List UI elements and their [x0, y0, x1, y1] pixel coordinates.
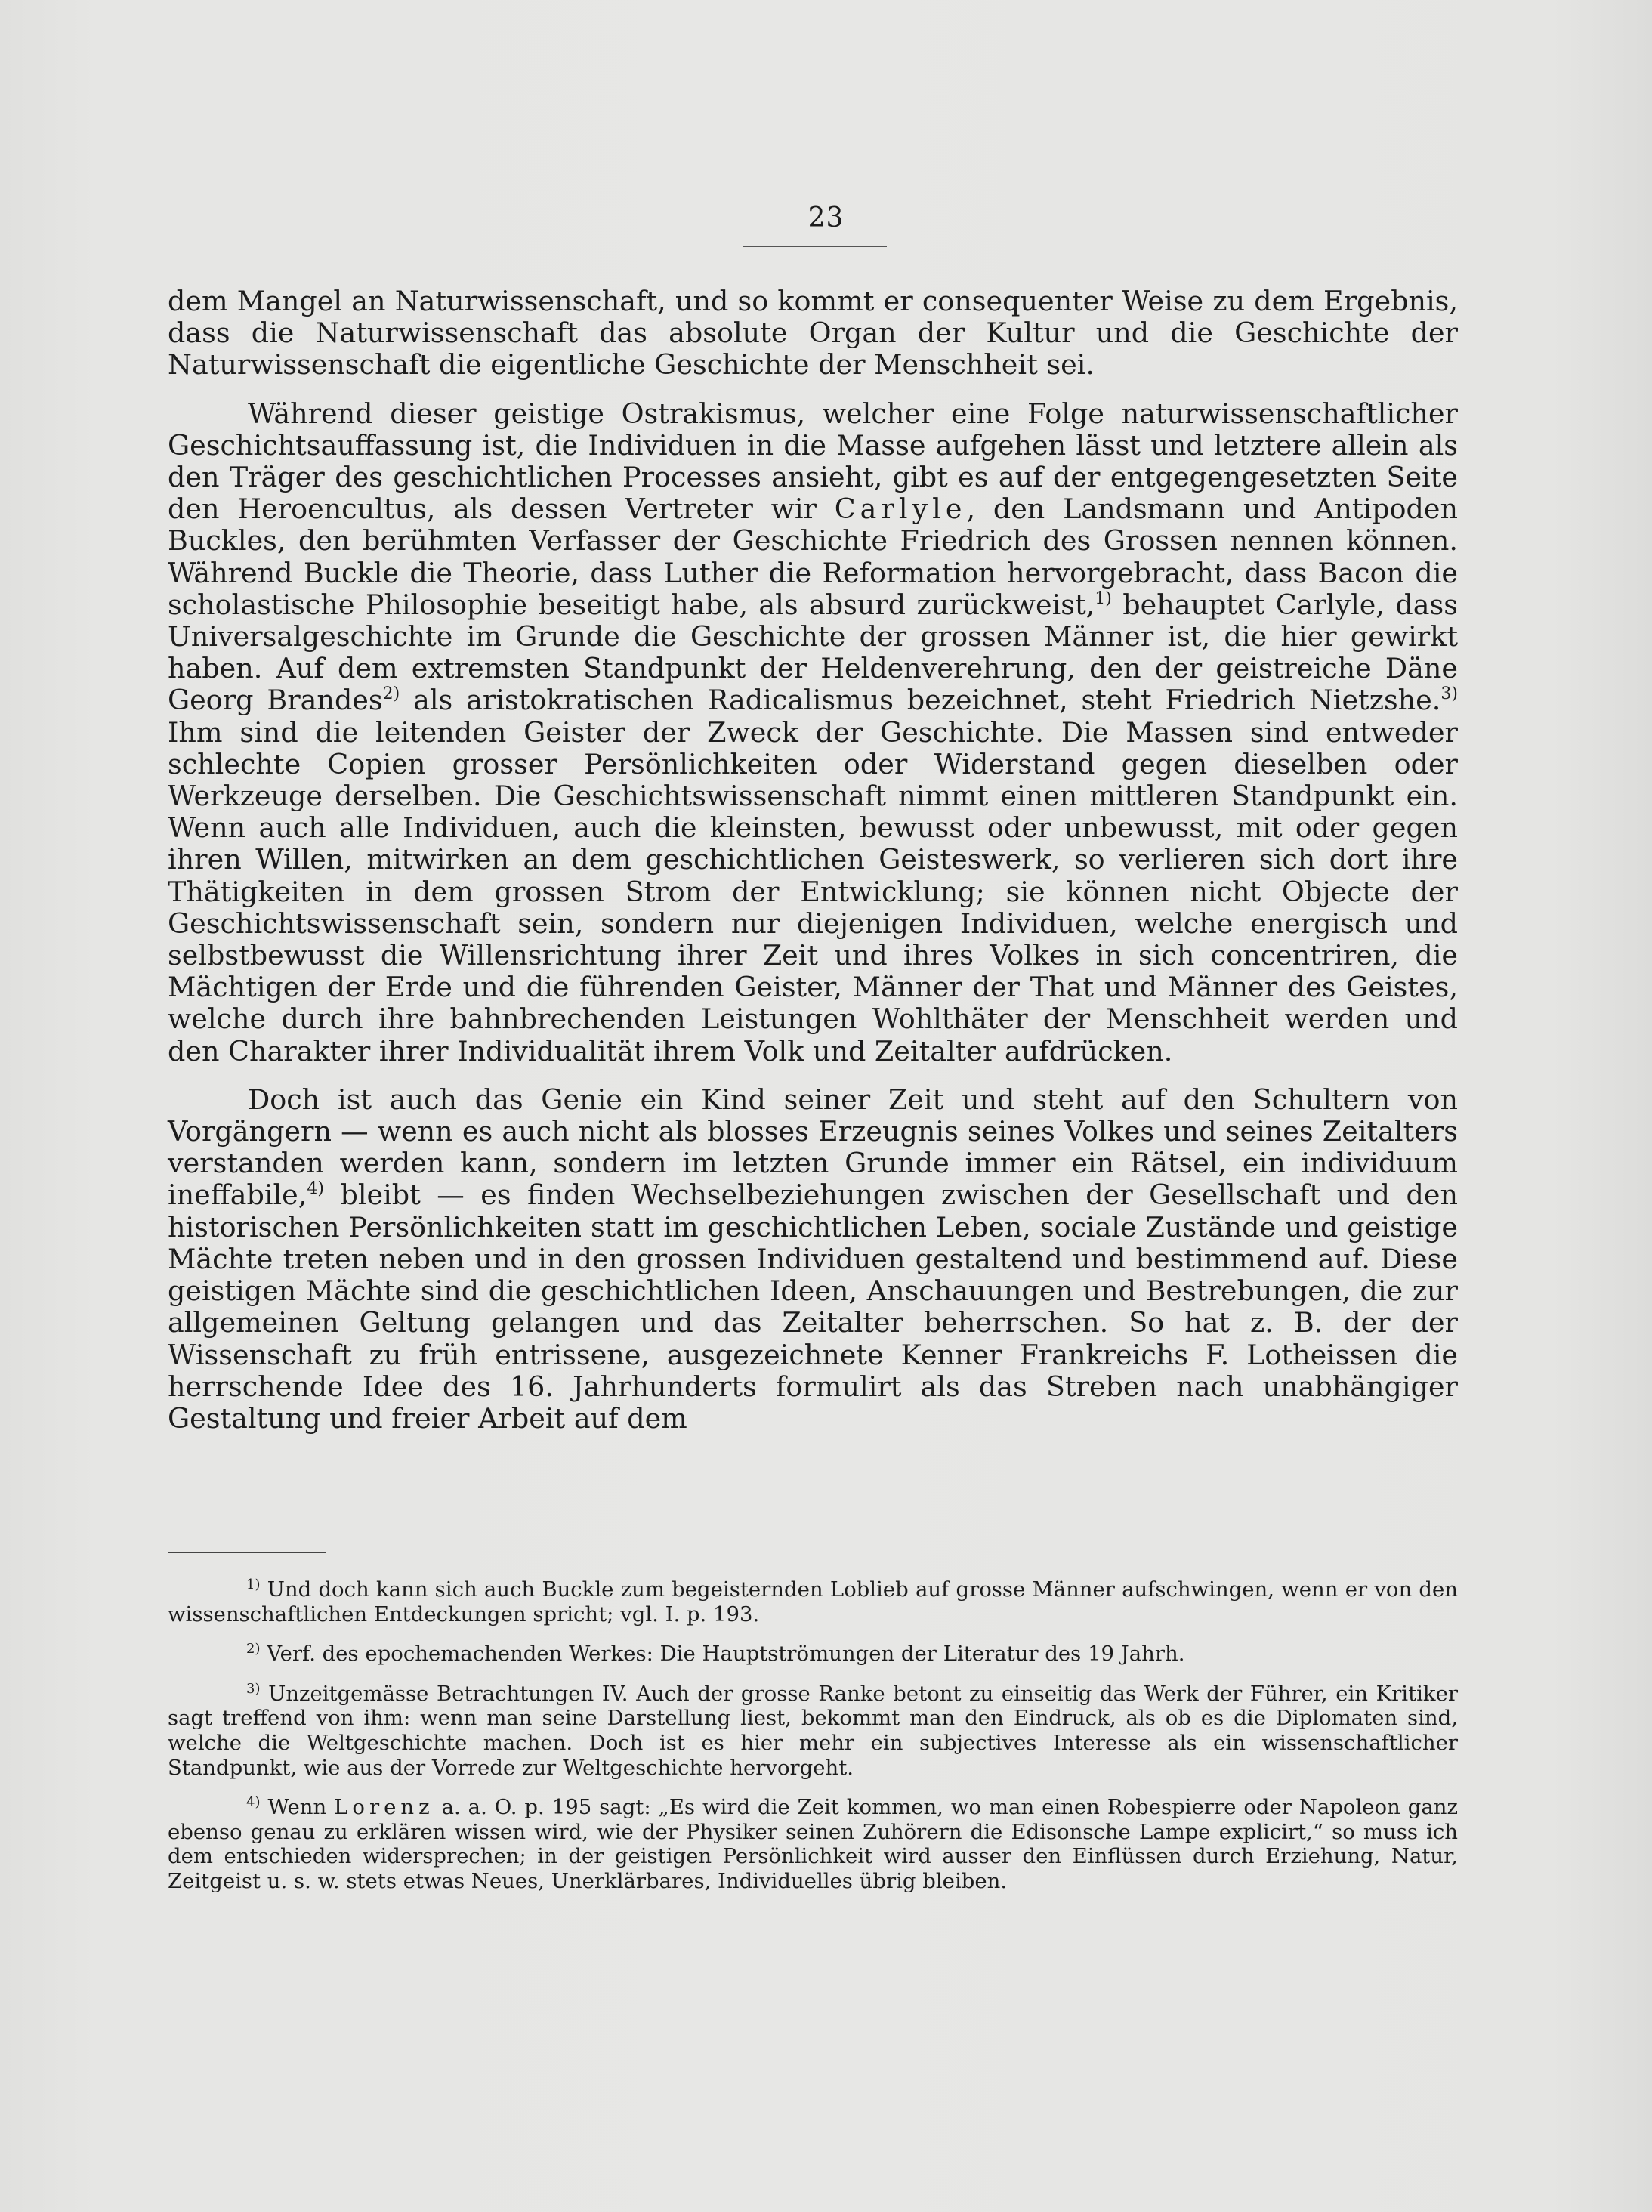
footnote-separator [168, 1552, 326, 1553]
footnotes [168, 1577, 1458, 1909]
footnote-4-text: a. a. O. p. 195 sagt: „Es wird die Zeit kommen, wo man einen Robespierre oder Napoleon ganz ebenso genau zu erklären wissen wird, wie der Physiker seinen Zuhörern die Edisonsche Lampe explicirt,“ so muss ich dem entschieden widersprechen; in der geistigen Persönlichkeit wird ausser den Einflüssen durch Erziehung, Natur, Zeitgeist u. s. w. stets etwas Neues, Unerklärbares, Individuelles übrig bleiben. [168, 1795, 1458, 1893]
footnote-1-mark: 1) [246, 1577, 261, 1593]
footnote-4 [168, 1795, 1458, 1893]
paragraph-3-part-b: bleibt — es finden Wechselbeziehungen zwischen der Gesellschaft und den historischen Persönlichkeiten statt im geschichtlichen Leben, sociale Zustände und geistige Mächte treten neben und in den grossen Individuen gestaltend und bestimmend auf. Diese geistigen Mächte sind die geschichtlichen Ideen, Anschauungen und Bestrebungen, die zur allgemeinen Geltung gelangen und das Zeitalter beherrschen. So hat z. B. der der Wissenschaft zu früh entrissene, ausgezeichnete Kenner Frankreichs F. Lotheissen die herrschende Idee des 16. Jahrhunderts formulirt als das Streben nach unabhängiger Gestaltung und freier Arbeit auf dem [168, 1179, 1458, 1435]
emphasis-lorenz: Lorenz [334, 1795, 434, 1820]
footnote-3-text: Unzeitgemässe Betrachtungen IV. Auch der grosse Ranke betont zu einseitig das Werk der Führer, ein Kritiker sagt treffend von ihm: wenn man seine Darstellung liest, bekommt man den Eindruck, als ob es die Diplomaten sind, welche die Weltgeschichte machen. Doch ist es hier mehr ein subjectives Interesse als ein wissenschaftlicher Standpunkt, wie aus der Vorrede zur Weltgeschichte hervorgeht. [168, 1681, 1459, 1780]
paragraph-2-part-d: als aristokratischen Radicalismus bezeichnet, steht Friedrich Nietzshe. [413, 684, 1441, 717]
emphasis-carlyle: Carlyle [834, 493, 967, 526]
footnote-4-pre: Wenn [267, 1795, 327, 1820]
footnote-3 [168, 1682, 1458, 1780]
footnote-3-mark: 3) [246, 1680, 261, 1697]
footnote-ref-3: 3) [1440, 684, 1458, 704]
paragraph-3-part-a: Doch ist auch das Genie ein Kind seiner Zeit und steht auf den Schultern von Vorgängern — wenn es auch nicht als blosses Erzeugnis seines Volkes und seines Zeitalters verstanden werden kann, sondern im letzten Grunde immer ein Rätsel, ein individuum ineffabile, [168, 1083, 1458, 1212]
footnote-4-mark: 4) [246, 1794, 261, 1811]
footnote-1-text: Und doch kann sich auch Buckle zum begeisternden Loblieb auf grosse Männer aufschwingen, wenn er von den wissenschaftlichen Entdeckungen spricht; vgl. I. p. 193. [168, 1577, 1458, 1627]
paragraph-2 [168, 398, 1458, 1067]
paragraph-2-part-a: Während dieser geistige Ostrakismus, welcher eine Folge naturwissenschaftlicher Geschichtsauffassung ist, die Individuen in die Masse aufgehen lässt und letztere allein als den Träger des geschichtlichen Processes ansieht, gibt es auf der entgegengesetzten Seite den Heroencultus, als dessen Vertreter wir [168, 397, 1458, 526]
paragraph-2-part-b: , den Landsmann und Antipoden Buckles, den berühmten Verfasser der Geschichte Friedrich des Grossen nennen können. Während Buckle die Theorie, dass Luther die Reformation hervorgebracht, dass Bacon die scholastische Philosophie beseitigt habe, als absurd zurückweist, [168, 493, 1459, 621]
footnote-ref-2: 2) [382, 684, 400, 704]
body-text [168, 286, 1458, 1451]
page-number: 23 [807, 202, 845, 233]
paragraph-3 [168, 1084, 1458, 1435]
page-number-rule [743, 246, 887, 247]
footnote-2 [168, 1642, 1458, 1667]
paragraph-2-part-c: behauptet Carlyle, dass Universalgeschichte im Grunde die Geschichte der grossen Männer ist, die hier gewirkt haben. Auf dem extremsten Standpunkt der Heldenverehrung, den der geistreiche Däne Georg Brandes [168, 588, 1458, 717]
paragraph-2-part-e: Ihm sind die leitenden Geister der Zweck der Geschichte. Die Massen sind entweder schlechte Copien grosser Persönlichkeiten oder Widerstand gegen dieselben oder Werkzeuge derselben. Die Geschichtswissenschaft nimmt einen mittleren Standpunkt ein. Wenn auch alle Individuen, auch die kleinsten, bewusst oder unbewusst, mit oder gegen ihren Willen, mitwirken an dem geschichtlichen Geisteswerk, so verlieren sich dort ihre Thätigkeiten in dem grossen Strom der Entwicklung; sie können nicht Objecte der Geschichtswissenschaft sein, sondern nur diejenigen Individuen, welche energisch und selbstbewusst die Willensrichtung ihrer Zeit und ihres Volkes in sich concentriren, die Mächtigen der Erde und die führenden Geister, Männer der That und Männer des Geistes, welche durch ihre bahnbrechenden Leistungen Wohlthäter der Menschheit werden und den Charakter ihrer Individualität ihrem Volk und Zeitalter aufdrücken. [168, 715, 1458, 1067]
paragraph-1: dem Mangel an Naturwissenschaft, und so kommt er consequenter Weise zu dem Ergebnis, dass die Naturwissenschaft das absolute Organ der Kultur und die Geschichte der Naturwissenschaft die eigentliche Geschichte der Menschheit sei. [168, 285, 1458, 382]
footnote-2-mark: 2) [246, 1641, 261, 1657]
footnote-2-text: Verf. des epochemachenden Werkes: Die Hauptströmungen der Literatur des 19 Jahrh. [267, 1642, 1185, 1667]
footnote-ref-4: 4) [307, 1179, 324, 1199]
footnote-ref-1: 1) [1095, 589, 1112, 608]
footnote-1 [168, 1577, 1458, 1627]
